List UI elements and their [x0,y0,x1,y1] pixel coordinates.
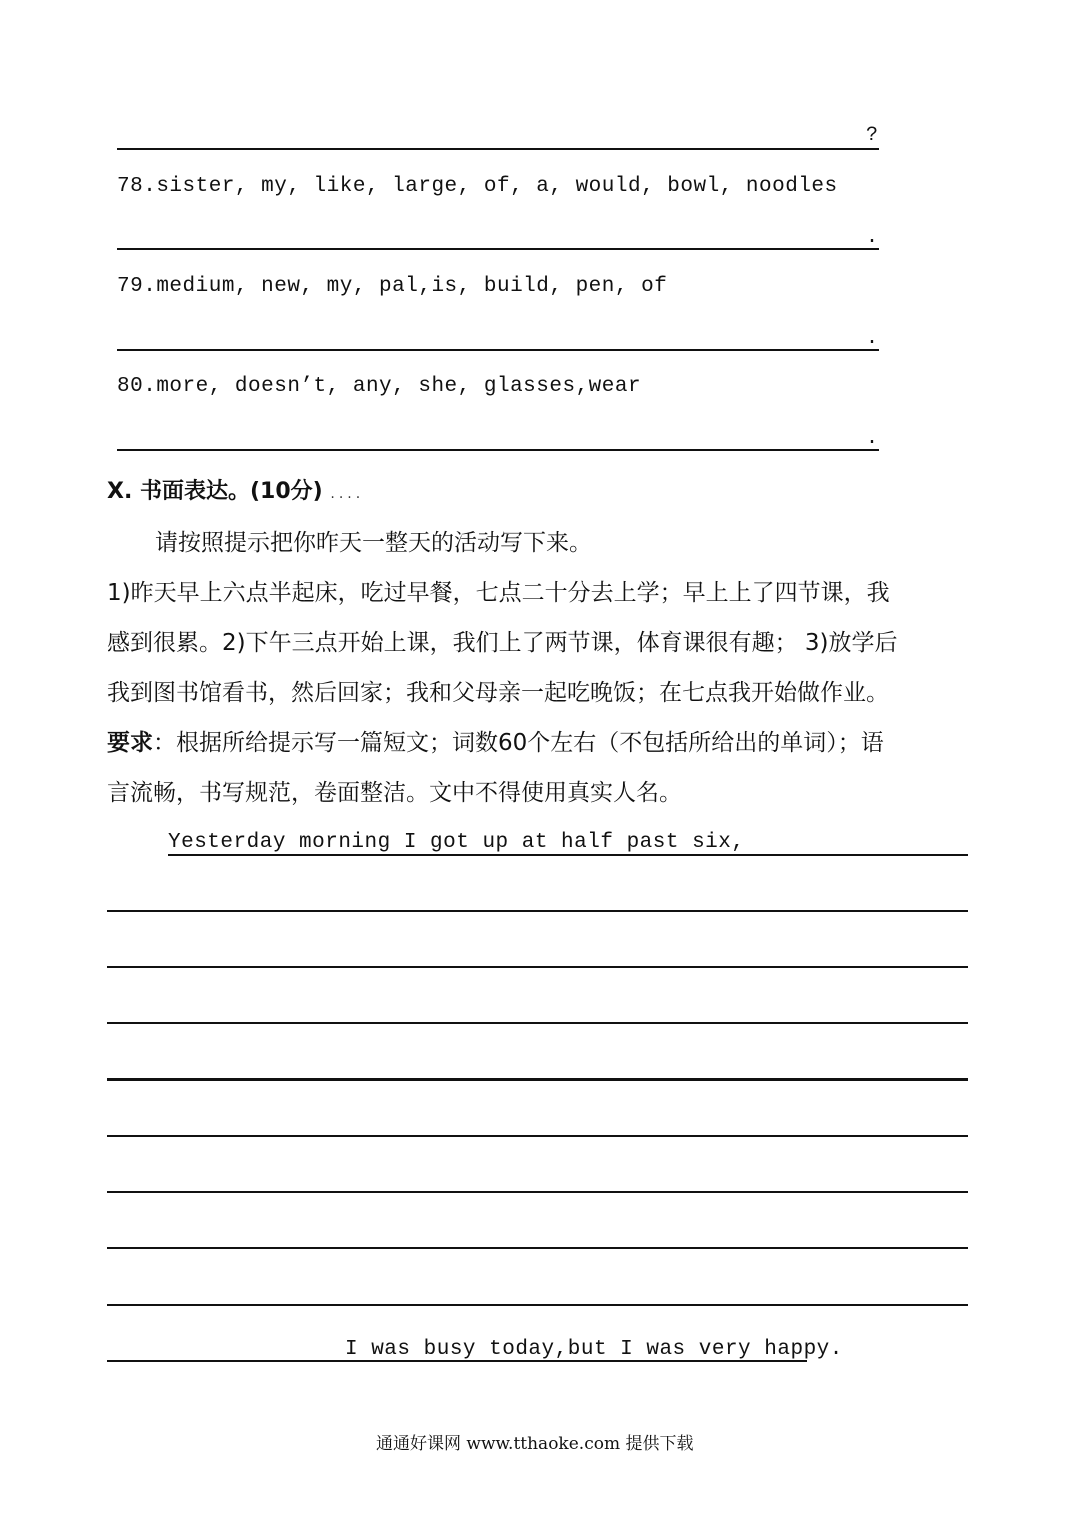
writing-line[interactable] [107,1135,968,1137]
requirement-label: 要求 [107,730,153,756]
question-words: medium, new, my, pal,is, build, pen, of [156,275,668,298]
question-number: 78. [117,175,157,198]
question-number: 79. [117,275,157,298]
answer-line-77[interactable] [117,148,879,150]
writing-line[interactable] [107,910,968,912]
answer-line-78[interactable] [117,248,879,250]
instruction: 请按照提示把你昨天一整天的活动写下来。 [155,530,592,556]
requirement-line-1 [107,724,884,757]
section-title-dots: .... [330,486,365,502]
hint-line-1: 1)昨天早上六点半起床，吃过早餐，七点二十分去上学；早上上了四节课，我 [107,580,890,606]
end-mark-79: . [866,327,879,350]
question-80 [117,375,641,398]
question-78 [117,175,838,198]
question-words: more, doesn’t, any, she, glasses,wear [156,375,642,398]
end-mark-80: . [866,427,879,450]
writing-line[interactable] [107,1304,968,1306]
requirement-text-1: ：根据所给提示写一篇短文；词数60个左右（不包括所给出的单词）；语 [153,730,884,756]
page-footer: 通通好课网 www.tthaoke.com 提供下载 [376,1434,694,1454]
question-number: 80. [117,375,157,398]
writing-line[interactable] [168,854,968,856]
writing-line[interactable] [107,966,968,968]
question-words: sister, my, like, large, of, a, would, bowl, noodles [156,175,838,198]
opening-sentence: Yesterday morning I got up at half past six, [168,831,745,854]
answer-line-79[interactable] [117,349,879,351]
section-title-text: X. 书面表达。(10分) [107,479,323,504]
writing-line[interactable] [107,1247,968,1249]
question-79 [117,275,667,298]
hint-line-2: 感到很累。2)下午三点开始上课，我们上了两节课，体育课很有趣； 3)放学后 [107,630,898,656]
writing-line[interactable] [107,1022,968,1024]
end-mark-77: ? [866,124,879,147]
answer-line-80[interactable] [117,449,879,451]
writing-line[interactable] [107,1191,968,1193]
section-title [107,474,364,505]
writing-line[interactable] [107,1360,807,1362]
end-mark-78: . [866,226,879,249]
closing-sentence: I was busy today,but I was very happy. [345,1338,843,1361]
hint-line-3: 我到图书馆看书，然后回家；我和父母亲一起吃晚饭；在七点我开始做作业。 [107,680,889,706]
writing-line[interactable] [107,1078,968,1081]
requirement-line-2: 言流畅，书写规范，卷面整洁。文中不得使用真实人名。 [107,780,682,806]
